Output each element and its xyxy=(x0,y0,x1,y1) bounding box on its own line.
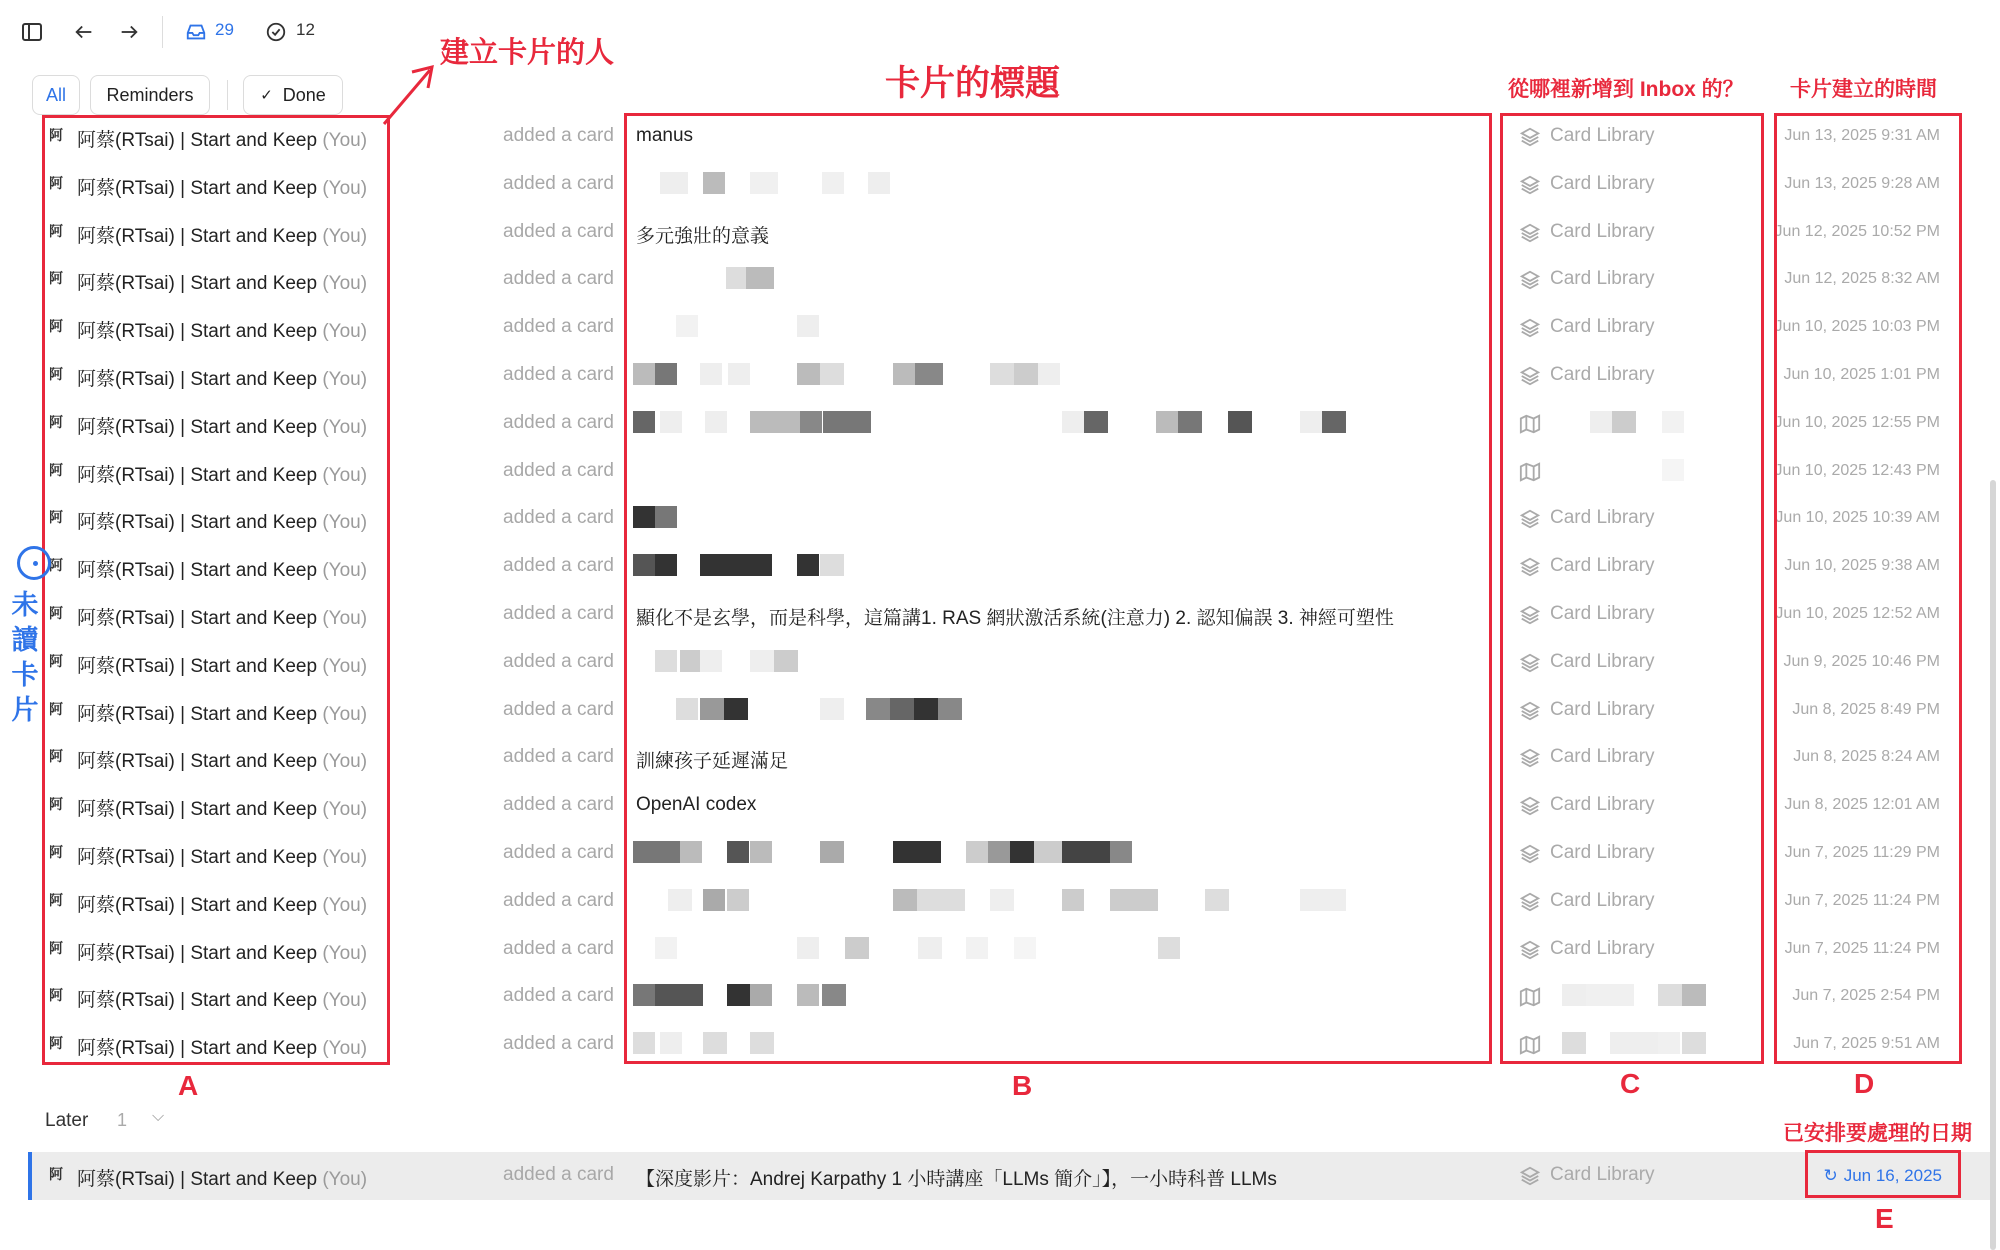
scheduled-date-label: Jun 16, 2025 xyxy=(1843,1166,1942,1185)
annotation-source-question: 從哪裡新增到 Inbox 的？ xyxy=(1508,78,1744,101)
author-label: 阿蔡(RTsai) | Start and Keep xyxy=(77,894,318,916)
toolbar xyxy=(0,0,2000,64)
toolbar-divider xyxy=(162,16,163,48)
action-text: added a card xyxy=(503,746,614,768)
action-text: added a card xyxy=(503,1033,614,1055)
author-label: 阿蔡(RTsai) | Start and Keep xyxy=(77,703,318,725)
action-text: added a card xyxy=(503,507,614,529)
created-date: Jun 10, 2025 12:55 PM xyxy=(1774,413,1940,431)
author-label: 阿蔡(RTsai) | Start and Keep xyxy=(77,225,318,247)
annotation-letter-a: A xyxy=(178,1070,199,1101)
source-label: Card Library xyxy=(1550,650,1655,672)
author-label: 阿蔡(RTsai) | Start and Keep xyxy=(77,321,318,343)
author-label: 阿蔡(RTsai) | Start and Keep xyxy=(77,751,318,773)
created-date: Jun 10, 2025 12:52 AM xyxy=(1775,605,1940,622)
created-date: Jun 9, 2025 10:46 PM xyxy=(1783,652,1940,670)
author-label: 阿蔡(RTsai) | Start and Keep xyxy=(77,130,318,151)
later-row[interactable] xyxy=(28,1152,1990,1200)
you-label: (You) xyxy=(322,608,368,629)
you-label: (You) xyxy=(322,655,368,677)
avatar: 阿 xyxy=(49,844,63,860)
card-title[interactable]: 多元強壯的意義 xyxy=(636,225,770,247)
author-label: 阿蔡(RTsai) | Start and Keep xyxy=(77,1038,318,1060)
you-label: (You) xyxy=(322,703,368,725)
created-date: Jun 8, 2025 8:24 AM xyxy=(1793,748,1940,766)
annotation-box-e xyxy=(1805,1150,1961,1198)
created-date: Jun 10, 2025 9:38 AM xyxy=(1784,557,1940,575)
avatar: 阿 xyxy=(49,174,63,191)
action-text: added a card xyxy=(503,555,614,577)
avatar: 阿 xyxy=(49,987,63,1004)
done-check-icon[interactable] xyxy=(262,18,290,46)
avatar: 阿 xyxy=(49,366,63,382)
inbox-count[interactable]: 29 xyxy=(215,20,234,39)
annotation-scheduled-date: 已安排要處理的日期 xyxy=(1783,1122,1972,1145)
author-label: 阿蔡(RTsai) | Start and Keep xyxy=(77,847,318,868)
you-label: (You) xyxy=(322,560,368,582)
you-label: (You) xyxy=(322,225,368,247)
action-text: added a card xyxy=(503,842,614,863)
you-label: (You) xyxy=(322,273,368,295)
created-date: Jun 7, 2025 11:29 PM xyxy=(1784,844,1940,861)
author-label: 阿蔡(RTsai) | Start and Keep xyxy=(77,990,318,1012)
avatar: 阿 xyxy=(49,509,63,526)
filter-divider xyxy=(227,80,228,110)
you-label: (You) xyxy=(322,847,368,868)
created-date: Jun 13, 2025 9:28 AM xyxy=(1784,174,1940,192)
action-text: added a card xyxy=(503,364,614,385)
author-label: 阿蔡(RTsai) | Start and Keep xyxy=(77,273,318,295)
created-date: Jun 12, 2025 10:52 PM xyxy=(1774,222,1940,240)
avatar: 阿 xyxy=(49,652,63,669)
filter-done-label: Done xyxy=(282,84,326,105)
filter-reminders-label: Reminders xyxy=(106,84,194,105)
annotation-box-d xyxy=(1774,113,1962,1064)
later-count: 1 xyxy=(117,1110,128,1130)
created-date: Jun 10, 2025 1:01 PM xyxy=(1783,366,1940,383)
author-label: 阿蔡(RTsai) | Start and Keep xyxy=(77,512,318,534)
avatar: 阿 xyxy=(49,1035,63,1052)
clock-icon: ↻ xyxy=(1823,1166,1838,1185)
filter-all-label: All xyxy=(45,84,66,105)
action-text: added a card xyxy=(503,459,614,481)
annotation-letter-e: E xyxy=(1875,1203,1894,1234)
created-date: Jun 12, 2025 8:32 AM xyxy=(1784,270,1940,288)
action-text: added a card xyxy=(503,316,614,338)
card-title[interactable]: 訓練孩子延遲滿足 xyxy=(636,751,789,773)
action-text: added a card xyxy=(503,985,614,1007)
you-label: (You) xyxy=(322,464,368,486)
action-text: added a card xyxy=(503,650,614,672)
created-date: Jun 7, 2025 11:24 PM xyxy=(1784,939,1940,957)
avatar: 阿 xyxy=(49,318,63,335)
action-text: added a card xyxy=(503,794,614,816)
annotation-created-time: 卡片建立的時間 xyxy=(1790,78,1937,101)
annotation-letter-d: D xyxy=(1854,1068,1875,1099)
author-label: 阿蔡(RTsai) | Start and Keep xyxy=(77,655,318,677)
card-title[interactable]: manus xyxy=(636,125,694,146)
avatar: 阿 xyxy=(49,127,63,143)
created-date: Jun 10, 2025 10:03 PM xyxy=(1774,318,1940,336)
avatar: 阿 xyxy=(49,413,63,430)
created-date: Jun 8, 2025 8:49 PM xyxy=(1792,700,1940,718)
layers-icon xyxy=(1519,1165,1541,1187)
author-name xyxy=(77,1164,367,1191)
annotation-unread: 未讀卡片 xyxy=(11,590,39,725)
author-label: 阿蔡(RTsai) | Start and Keep xyxy=(77,942,318,964)
check-icon: ✓ xyxy=(260,87,273,104)
you-label: (You) xyxy=(322,369,368,390)
annotation-card-title: 卡片的標題 xyxy=(885,64,1061,103)
forward-arrow-icon[interactable] xyxy=(115,18,143,46)
card-title[interactable]: OpenAI codex xyxy=(636,794,757,816)
source-label: Card Library xyxy=(1550,268,1655,290)
annotation-box-a xyxy=(42,115,390,1065)
source-label: Card Library xyxy=(1550,220,1655,242)
annotation-arrow xyxy=(380,60,440,130)
source-label: Card Library xyxy=(1550,842,1655,863)
source-label: Card Library xyxy=(1550,698,1655,720)
avatar: 阿 xyxy=(49,748,63,765)
created-date: Jun 10, 2025 12:43 PM xyxy=(1774,461,1940,479)
source-label: Card Library xyxy=(1550,172,1655,194)
you-label: (You) xyxy=(322,416,368,438)
avatar: 阿 xyxy=(49,939,63,956)
source-label: Card Library xyxy=(1550,603,1655,624)
action-text: added a card xyxy=(503,220,614,242)
action-text: added a card xyxy=(503,603,614,624)
done-count[interactable]: 12 xyxy=(296,20,315,39)
sidebar-toggle-icon[interactable] xyxy=(18,18,46,46)
you-label: (You) xyxy=(322,1169,368,1190)
created-date: Jun 7, 2025 9:51 AM xyxy=(1793,1035,1940,1053)
author-label: 阿蔡(RTsai) | Start and Keep xyxy=(77,560,318,582)
inbox-icon[interactable] xyxy=(182,18,210,46)
action-text: added a card xyxy=(503,172,614,194)
action-text: added a card xyxy=(503,268,614,290)
action-text: added a card xyxy=(503,937,614,959)
source-label: Card Library xyxy=(1550,794,1655,816)
author-label: 阿蔡(RTsai) | Start and Keep xyxy=(77,608,318,629)
chevron-down-icon[interactable]: ⌵ xyxy=(152,1108,165,1125)
author-label: 阿蔡(RTsai) | Start and Keep xyxy=(77,177,318,199)
source-label: Card Library xyxy=(1550,555,1655,577)
you-label: (You) xyxy=(322,990,368,1012)
avatar: 阿 xyxy=(49,461,63,478)
you-label: (You) xyxy=(322,1038,368,1060)
created-date: Jun 13, 2025 9:31 AM xyxy=(1784,127,1940,144)
you-label: (You) xyxy=(322,942,368,964)
author-label: 阿蔡(RTsai) | Start and Keep xyxy=(77,799,318,821)
avatar: 阿 xyxy=(49,700,63,717)
annotation-letter-c: C xyxy=(1620,1068,1641,1099)
action-text: added a card xyxy=(503,1164,614,1185)
annotation-box-b xyxy=(624,113,1492,1064)
filter-reminders-button[interactable] xyxy=(90,75,210,115)
avatar: 阿 xyxy=(49,796,63,813)
scrollbar[interactable] xyxy=(1990,480,1996,1250)
back-arrow-icon[interactable] xyxy=(70,18,98,46)
card-title[interactable]: 【深度影片：Andrej Karpathy 1 小時講座「LLMs 簡介」】，一小時科普 LLMs xyxy=(636,1169,1277,1190)
avatar: 阿 xyxy=(49,891,63,908)
source-label: Card Library xyxy=(1550,316,1655,338)
annotation-letter-b: B xyxy=(1012,1070,1033,1101)
you-label: (You) xyxy=(322,177,368,199)
source-label: Card Library xyxy=(1550,1164,1655,1185)
author-label: 阿蔡(RTsai) | Start and Keep xyxy=(77,369,318,390)
action-text: added a card xyxy=(503,889,614,911)
source-label: Card Library xyxy=(1550,364,1655,385)
filter-done-button[interactable] xyxy=(243,75,343,115)
avatar: 阿 xyxy=(49,222,63,239)
card-title[interactable]: 顯化不是玄學，而是科學，這篇講1. RAS 網狀激活系統(注意力) 2. 認知偏誤 3. 神經可塑性 xyxy=(636,608,1394,629)
you-label: (You) xyxy=(322,799,368,821)
author-label: 阿蔡(RTsai) | Start and Keep xyxy=(77,464,318,486)
you-label: (You) xyxy=(322,512,368,534)
created-date: Jun 7, 2025 2:54 PM xyxy=(1792,987,1940,1005)
filter-all-button[interactable] xyxy=(32,75,80,115)
you-label: (You) xyxy=(322,751,368,773)
you-label: (You) xyxy=(322,321,368,343)
avatar: 阿 xyxy=(49,605,63,621)
avatar: 阿 xyxy=(49,557,63,574)
later-section-label: Later xyxy=(45,1110,89,1131)
action-text: added a card xyxy=(503,125,614,146)
annotation-creator: 建立卡片的人 xyxy=(440,37,615,69)
avatar: 阿 xyxy=(49,1166,63,1182)
unread-dot xyxy=(33,561,38,566)
source-label: Card Library xyxy=(1550,125,1655,146)
you-label: (You) xyxy=(322,130,368,151)
avatar: 阿 xyxy=(49,270,63,287)
created-date: Jun 8, 2025 12:01 AM xyxy=(1784,796,1940,814)
created-date: Jun 7, 2025 11:24 PM xyxy=(1784,891,1940,909)
author-label: 阿蔡(RTsai) | Start and Keep xyxy=(77,1169,318,1190)
annotation-box-c xyxy=(1500,113,1764,1064)
action-text: added a card xyxy=(503,698,614,720)
created-date: Jun 10, 2025 10:39 AM xyxy=(1775,509,1940,527)
you-label: (You) xyxy=(322,894,368,916)
source-label: Card Library xyxy=(1550,746,1655,768)
author-label: 阿蔡(RTsai) | Start and Keep xyxy=(77,416,318,438)
source-label: Card Library xyxy=(1550,507,1655,529)
source-label: Card Library xyxy=(1550,889,1655,911)
action-text: added a card xyxy=(503,411,614,433)
source-label: Card Library xyxy=(1550,937,1655,959)
